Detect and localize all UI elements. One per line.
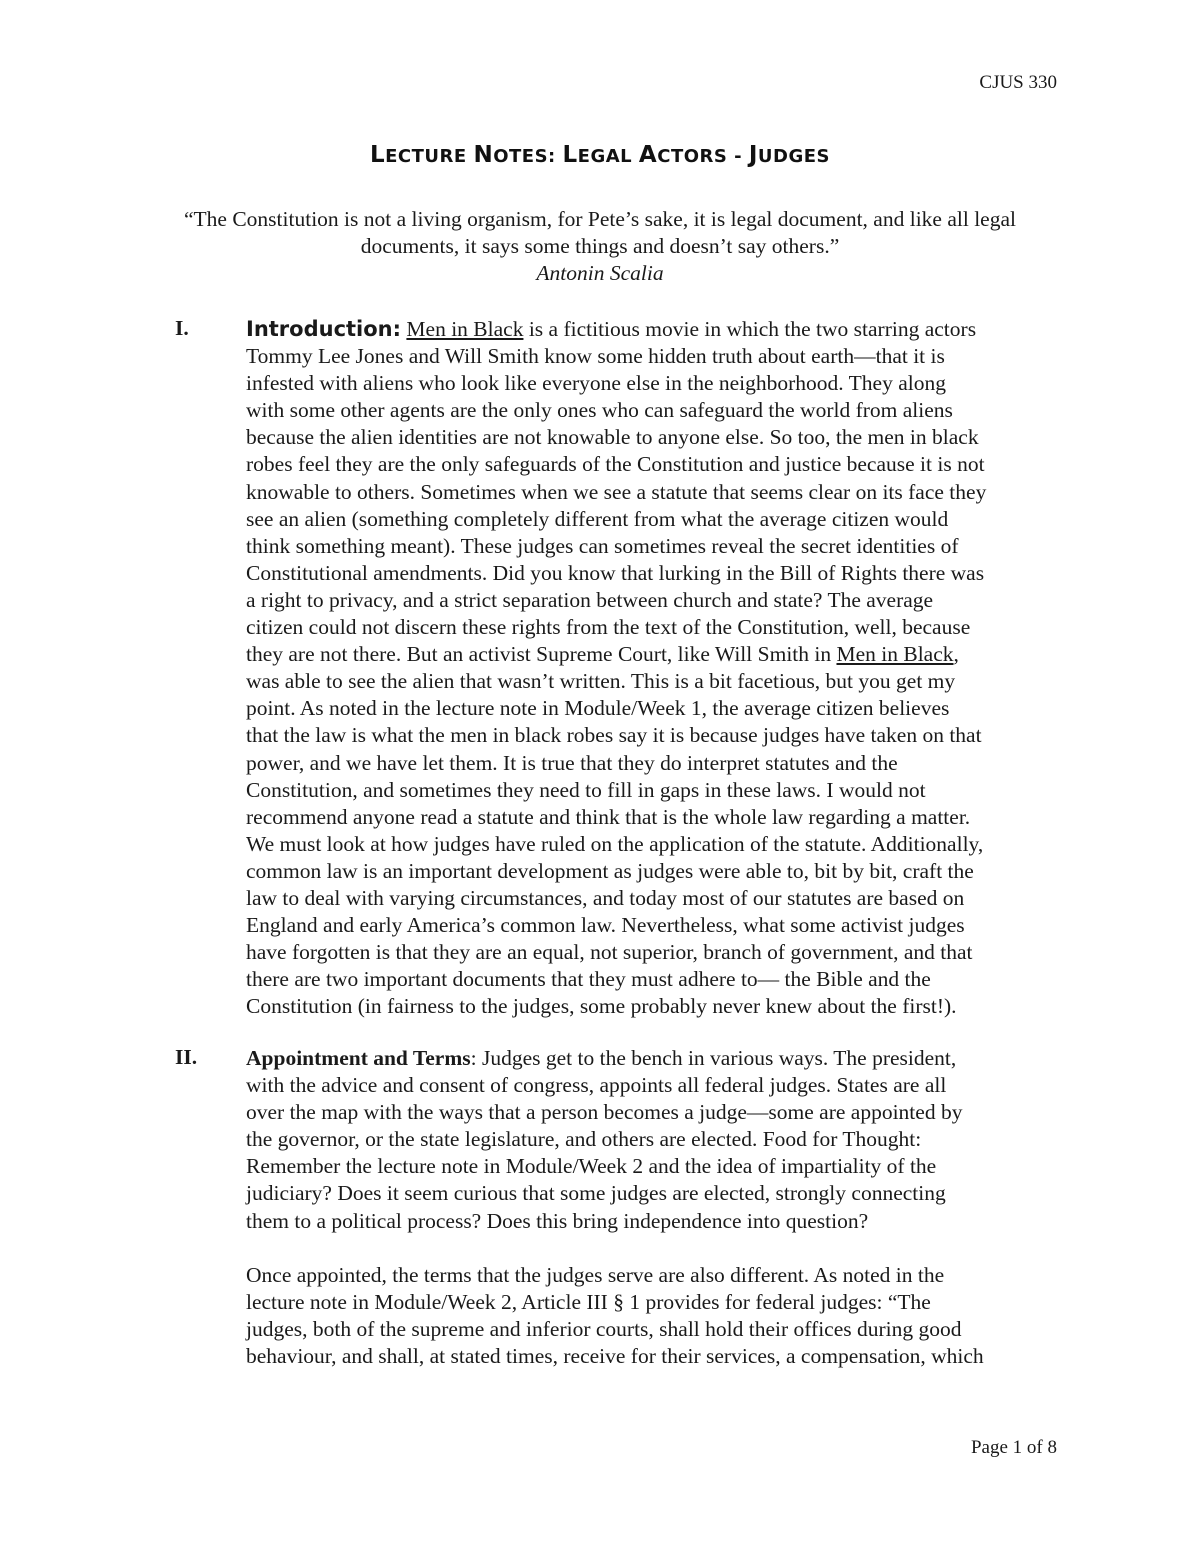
title-part: L	[369, 142, 386, 168]
movie-title-reference: Men in Black	[836, 642, 954, 667]
text-line: common law is an important development as judges were able to, bit by bit, craft the	[246, 858, 974, 883]
epigraph-line: documents, it says some things and doesn’t say others.”	[360, 234, 840, 258]
text-line: power, and we have let them. It is true that they do interpret statutes and the	[246, 750, 898, 775]
section-heading: Introduction:	[246, 317, 402, 341]
text-line: law to deal with varying circumstances, and today most of our statutes are based on	[246, 885, 965, 910]
section-numeral: I.	[175, 316, 189, 340]
epigraph-author: Antonin Scalia	[536, 261, 664, 285]
text-line: that the law is what the men in black robes say it is because judges have taken on that	[246, 723, 982, 748]
title-part: OTES:	[493, 146, 563, 167]
text-line: citizen could not discern these rights from the text of the Constitution, well, because	[246, 615, 971, 640]
document-title	[0, 142, 1200, 168]
title-part: ECTURE	[385, 146, 474, 167]
section-body	[246, 316, 1065, 1020]
text-run: ,	[953, 642, 959, 667]
title-part: L	[562, 142, 578, 168]
text-run: is a fictitious movie in which the two starring actors	[523, 317, 977, 341]
section-numeral: II.	[175, 1045, 198, 1069]
text-line: have forgotten is that they are an equal, not superior, branch of government, and that	[246, 940, 973, 965]
text-line: think something meant). These judges can sometimes reveal the secret identities of	[246, 533, 959, 558]
title-part: N	[473, 142, 494, 168]
text-line: there are two important documents that they must adhere to— the Bible and the	[246, 967, 931, 992]
text-line: with some other agents are the only ones who can safeguard the world from aliens	[246, 398, 953, 423]
epigraph-line: “The Constitution is not a living organism, for Pete’s sake, it is legal document, and like all legal	[184, 207, 1016, 231]
text-line: over the map with the ways that a person becomes a judge—some are appointed by	[246, 1100, 963, 1125]
page-number: Page 1 of 8	[970, 1437, 1057, 1458]
text-run: they are not there. But an activist Supreme Court, like Will Smith in	[246, 642, 837, 667]
text-line: infested with aliens who look like everyone else in the neighborhood. They along	[246, 371, 946, 396]
text-line: judiciary? Does it seem curious that some judges are elected, strongly connecting	[246, 1181, 946, 1206]
text-line: We must look at how judges have ruled on the application of the statute. Additionally,	[246, 831, 984, 856]
text-line: recommend anyone read a statute and think that is the whole law regarding a matter.	[246, 804, 971, 829]
movie-title-reference: Men in Black	[406, 317, 524, 341]
section-heading: Appointment and Terms	[246, 1046, 471, 1070]
text-line: Remember the lecture note in Module/Week 2 and the idea of impartiality of the	[246, 1154, 937, 1179]
section-appointment-and-terms	[175, 1045, 1065, 1370]
text-run: : Judges get to the bench in various ways. The president,	[470, 1046, 957, 1070]
title-part: EGAL	[577, 146, 639, 167]
course-code: CJUS 330	[979, 72, 1057, 93]
text-line: Constitutional amendments. Did you know that lurking in the Bill of Rights there was	[246, 560, 985, 585]
section-first-line	[246, 1045, 1065, 1072]
text-line	[246, 641, 1065, 668]
text-line: them to a political process? Does this bring independence into question?	[246, 1208, 869, 1233]
text-line: was able to see the alien that wasn’t written. This is a bit facetious, but you get my	[246, 669, 956, 694]
title-part: A	[638, 142, 658, 168]
title-part: J	[748, 142, 758, 168]
text-line: the governor, or the state legislature, and others are elected. Food for Thought:	[246, 1127, 922, 1152]
title-part: CTORS -	[657, 146, 749, 167]
title-part: UDGES	[757, 146, 831, 167]
text-line: with the advice and consent of congress, appoints all federal judges. States are all	[246, 1073, 947, 1098]
section-introduction	[175, 316, 1065, 1020]
text-line: because the alien identities are not knowable to anyone else. So too, the men in black	[246, 425, 979, 450]
text-line: Constitution, and sometimes they need to fill in gaps in these laws. I would not	[246, 777, 926, 802]
text-line: robes feel they are the only safeguards of the Constitution and justice because it is not	[246, 452, 985, 477]
paragraph-spacer	[246, 1235, 1065, 1262]
text-line: judges, both of the supreme and inferior courts, shall hold their offices during good	[246, 1316, 962, 1341]
text-line: Constitution (in fairness to the judges, some probably never knew about the first!).	[246, 994, 957, 1019]
text-line: a right to privacy, and a strict separation between church and state? The average	[246, 587, 934, 612]
text-line: Tommy Lee Jones and Will Smith know some hidden truth about earth—that it is	[246, 344, 945, 369]
text-line: see an alien (something completely different from what the average citizen would	[246, 506, 949, 531]
text-line: knowable to others. Sometimes when we see a statute that seems clear on its face they	[246, 479, 987, 504]
epigraph	[130, 206, 1070, 287]
section-first-line	[246, 316, 1065, 343]
text-line: behaviour, and shall, at stated times, receive for their services, a compensation, which	[246, 1343, 984, 1368]
section-body	[246, 1045, 1065, 1370]
text-line: England and early America’s common law. Nevertheless, what some activist judges	[246, 913, 965, 938]
text-line: Once appointed, the terms that the judges serve are also different. As noted in the	[246, 1262, 945, 1287]
text-line: lecture note in Module/Week 2, Article III § 1 provides for federal judges: “The	[246, 1289, 931, 1314]
text-line: point. As noted in the lecture note in Module/Week 1, the average citizen believes	[246, 696, 950, 721]
